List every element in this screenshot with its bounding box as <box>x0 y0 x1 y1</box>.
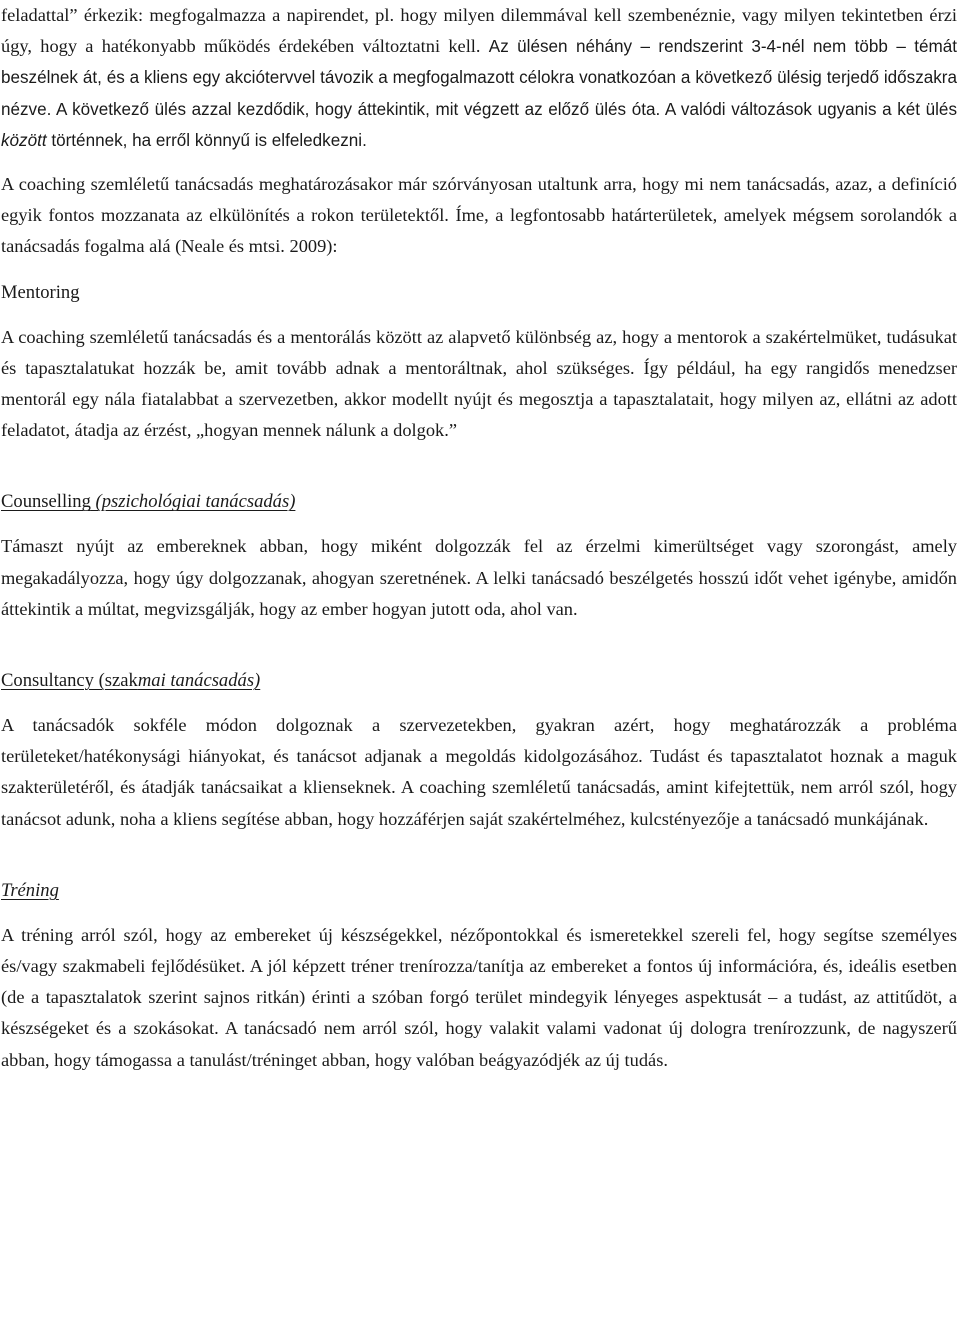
heading-consultancy: Consultancy (szakmai tanácsadás) <box>1 670 261 692</box>
definition-paragraph: A coaching szemléletű tanácsadás meghatározásakor már szórványosan utaltunk arra, hogy mi nem tanácsadás, azaz, a definíció egyik fontos mozzanata az elkülönítés a rokon területektől. Íme, a legfontosabb határterületek, amelyek mégsem sorolandók a tanácsadás fogalma alá (Neale és mtsi. 2009): <box>1 174 957 257</box>
mentoring-paragraph: A coaching szemléletű tanácsadás és a mentorálás között az alapvető különbség az, hogy a mentorok a szakértelmüket, tudásukat és tapasztalatukat hozzák be, amit tovább adnak a mentoráltnak, ahol szükséges. Így például, ha egy rangidős menedzser mentorál egy nála fiatalabbat a szervezetben, akkor modellt nyújt és megosztja a tapasztalatait, hogy milyen az, ellátni az adott feladatot, átadja az érzést, „hogyan mennek nálunk a dolgok.” <box>1 326 957 441</box>
heading-counselling: Counselling (pszichológiai tanácsadás) <box>1 491 296 513</box>
heading-trening: Tréning <box>1 879 59 901</box>
heading-mentoring: Mentoring <box>1 281 80 303</box>
consultancy-paragraph: A tanácsadók sokféle módon dolgoznak a szervezetekben, gyakran azért, hogy meghatározzák a probléma területeket/hatékonysági hiányokat, és tanácsot adjanak a megoldás kidolgozásához. Tudást és tapasztalatot hoznak a maguk szakterületéről, és átadják tanácsaikat a klienseknek. A coaching szemléletű tanácsadás, amint kifejtettük, nem arról szól, hogy tanácsot adunk, noha a kliens segítése abban, hogy hozzáférjen saját szakértelméhez, kulcstényezője a tanácsadó munkájának. <box>1 715 957 829</box>
intro-text-part2: Az ülésen néhány – rendszerint 3-4-nél nem több – témát beszélnek át, és a kliens egy akciótervvel távozik a megfogalmazott célokra vonatkozóan a következő ülésig terjedő időszakra nézve. A következő ülés azzal kezdődik, hogy áttekintik, mit végzett az előző ülés óta. A valódi változások ugyanis a két ülés között történnek, ha erről könnyű is elfeledkezni. <box>1 37 958 150</box>
intro-text-part1: feladattal” érkezik: megfogalmazza a napirendet, pl. hogy milyen dilemmával kell szembenéznie, vagy milyen tekintetben érzi úgy, hogy a hatékonyabb működés érdekében változtatni kell. <box>1 5 957 57</box>
intro-emphasis: között <box>1 130 47 150</box>
intro-paragraph <box>1 0 957 156</box>
trening-paragraph: A tréning arról szól, hogy az embereket új készségekkel, nézőpontokkal és ismeretekkel szereli fel, hogy segítse személyes és/vagy szakmabeli fejlődésüket. A jól képzett tréner trenírozza/tanítja az embereket a fontos új információra, és, ideális esetben (de a tapasztalatok szerint sajnos ritkán) érinti a szóban forgó terület mindegyik lényeges aspektusát – a tudást, az attitűdöt, a készségeket és a szokásokat. A tanácsadó nem arról szól, hogy valakit valami vadonat új dologra trenírozzunk, de nagyszerű abban, hogy támogassa a tanulást/tréninget abban, hogy valóban beágyazódjék az új tudás. <box>1 924 957 1070</box>
counselling-paragraph: Támaszt nyújt az embereknek abban, hogy miként dolgozzák fel az érzelmi kimerültséget vagy szorongást, amely megakadályozza, hogy úgy dolgozzanak, ahogyan szeretnének. A lelki tanácsadó beszélgetés hosszú időt vehet igénybe, amidőn áttekintik a múltat, megvizsgálják, hogy az ember hogyan jutott oda, ahol van. <box>1 536 957 619</box>
